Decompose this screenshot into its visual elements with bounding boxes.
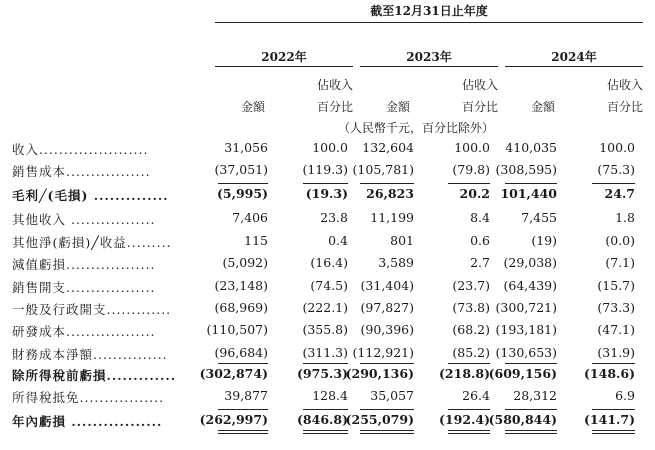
cell-pct-2023: (85.2): [452, 345, 490, 360]
subtotal-rule: [592, 409, 635, 410]
cell-amount-2022: (23,148): [214, 278, 268, 293]
cell-amount-2024: 101,440: [500, 186, 557, 201]
row-label: 研發成本..................: [12, 324, 156, 339]
cell-pct-2022: (222.1): [302, 300, 348, 315]
row-label: 除所得稅前虧損.............: [12, 368, 177, 383]
cell-pct-2022: (355.8): [302, 322, 348, 337]
cell-amount-2022: 115: [244, 233, 268, 248]
cell-pct-2024: (75.3): [597, 162, 635, 177]
cell-amount-2024: 28,312: [513, 388, 557, 403]
cell-amount-2022: (5,092): [222, 255, 268, 270]
cell-pct-2022: (846.8): [297, 412, 348, 427]
cell-amount-2022: (302,874): [199, 366, 268, 381]
cell-pct-2023: (73.8): [452, 300, 490, 315]
cell-pct-2024: 100.0: [599, 140, 635, 155]
cell-pct-2024: (31.9): [597, 345, 635, 360]
cell-amount-2023: 26,823: [366, 186, 414, 201]
cell-pct-2022: (16.4): [310, 255, 348, 270]
cell-amount-2022: 31,056: [224, 140, 268, 155]
subtotal-rule: [448, 363, 490, 364]
col-amount-2022: 金額: [240, 100, 265, 114]
table-row: [0, 140, 655, 162]
cell-amount-2024: (29,038): [503, 255, 557, 270]
cell-pct-2023: (79.8): [452, 162, 490, 177]
cell-amount-2023: 801: [390, 233, 414, 248]
cell-amount-2023: (112,921): [352, 345, 414, 360]
total-double-rule: [360, 430, 414, 434]
col-pct-line2-2023: 百分比: [461, 100, 498, 114]
cell-pct-2022: (19.3): [305, 186, 348, 201]
subtotal-rule: [592, 363, 635, 364]
row-label: 一般及行政開支.............: [12, 302, 172, 317]
subtotal-rule: [505, 363, 557, 364]
cell-amount-2023: (90,396): [360, 322, 414, 337]
cell-pct-2023: 20.2: [459, 186, 490, 201]
cell-pct-2023: 26.4: [462, 388, 490, 403]
row-label: 財務成本淨額...............: [12, 347, 168, 362]
cell-pct-2022: (975.3): [297, 366, 348, 381]
cell-amount-2024: (130,653): [495, 345, 557, 360]
cell-pct-2023: 2.7: [470, 255, 490, 270]
col-amount-2023: 金額: [385, 100, 410, 114]
cell-pct-2024: (15.7): [597, 278, 635, 293]
cell-amount-2022: (110,507): [206, 322, 268, 337]
subtotal-rule: [218, 409, 268, 410]
row-label: 銷售成本.................: [12, 164, 151, 179]
row-label: 其他收入 .................: [12, 212, 156, 227]
cell-amount-2023: (31,404): [360, 278, 414, 293]
cell-amount-2024: (609,156): [488, 366, 557, 381]
cell-amount-2022: (37,051): [214, 162, 268, 177]
cell-amount-2023: (105,781): [352, 162, 414, 177]
subtotal-rule: [448, 183, 490, 184]
subtotal-rule: [303, 183, 348, 184]
cell-amount-2023: 3,589: [378, 255, 414, 270]
cell-pct-2024: (0.0): [605, 233, 635, 248]
cell-pct-2023: 0.6: [470, 233, 490, 248]
row-label: 毛利╱(毛損) ..............: [12, 188, 169, 203]
cell-pct-2024: 6.9: [615, 388, 635, 403]
period-title: 截至12月31日止年度: [370, 4, 488, 18]
row-label: 年內虧損 .................: [12, 414, 163, 429]
cell-pct-2023: 8.4: [470, 210, 490, 225]
col-pct-line1-2024: 佔收入: [606, 78, 643, 92]
cell-pct-2023: (218.8): [439, 366, 490, 381]
cell-pct-2022: (311.3): [302, 345, 348, 360]
cell-amount-2022: (68,969): [214, 300, 268, 315]
total-double-rule: [218, 430, 268, 434]
cell-amount-2022: (262,997): [199, 412, 268, 427]
table-row: [0, 366, 655, 388]
table-row: [0, 255, 655, 277]
col-amount-2024: 金額: [530, 100, 555, 114]
table-row: [0, 300, 655, 322]
cell-pct-2022: 0.4: [328, 233, 348, 248]
subtotal-rule: [505, 183, 557, 184]
row-label: 銷售開支..................: [12, 280, 156, 295]
subtotal-rule: [303, 363, 348, 364]
cell-pct-2024: 1.8: [615, 210, 635, 225]
cell-amount-2023: 35,057: [370, 388, 414, 403]
cell-pct-2024: 24.7: [604, 186, 635, 201]
subtotal-rule: [303, 409, 348, 410]
unit-note: （人民幣千元，百分比除外）: [338, 121, 495, 135]
cell-amount-2023: (255,079): [345, 412, 414, 427]
cell-pct-2023: (192.4): [439, 412, 490, 427]
cell-pct-2024: (47.1): [597, 322, 635, 337]
subtotal-rule: [360, 183, 414, 184]
cell-amount-2024: (64,439): [503, 278, 557, 293]
cell-pct-2022: 100.0: [312, 140, 348, 155]
cell-pct-2024: (7.1): [605, 255, 635, 270]
cell-pct-2024: (141.7): [584, 412, 635, 427]
year-rule-2022: [215, 66, 353, 67]
table-row: [0, 388, 655, 410]
cell-pct-2023: 100.0: [454, 140, 490, 155]
subtotal-rule: [448, 409, 490, 410]
subtotal-rule: [360, 363, 414, 364]
cell-pct-2022: 128.4: [312, 388, 348, 403]
row-label: 減值虧損..................: [12, 257, 156, 272]
cell-pct-2023: (68.2): [452, 322, 490, 337]
table-row: [0, 233, 655, 255]
subtotal-rule: [360, 409, 414, 410]
col-pct-line1-2022: 佔收入: [316, 78, 353, 92]
cell-pct-2024: (73.3): [597, 300, 635, 315]
total-double-rule: [505, 430, 557, 434]
row-label: 收入......................: [12, 142, 149, 157]
cell-pct-2024: (148.6): [584, 366, 635, 381]
cell-amount-2024: (580,844): [488, 412, 557, 427]
table-row: [0, 186, 655, 208]
cell-pct-2022: 23.8: [320, 210, 348, 225]
subtotal-rule: [505, 409, 557, 410]
table-row: [0, 278, 655, 300]
cell-amount-2022: 39,877: [224, 388, 268, 403]
col-pct-line2-2024: 百分比: [606, 100, 643, 114]
year-2022: 2022年: [261, 50, 307, 64]
col-pct-line2-2022: 百分比: [316, 100, 353, 114]
subtotal-rule: [592, 183, 635, 184]
cell-amount-2024: (308,595): [495, 162, 557, 177]
table-row: [0, 210, 655, 232]
cell-amount-2022: (5,995): [217, 186, 268, 201]
year-rule-2023: [360, 66, 498, 67]
subtotal-rule: [218, 183, 268, 184]
total-double-rule: [448, 430, 490, 434]
cell-pct-2022: (119.3): [302, 162, 348, 177]
row-label: 其他淨(虧損)╱收益.........: [12, 235, 172, 250]
total-double-rule: [303, 430, 348, 434]
cell-amount-2024: (300,721): [495, 300, 557, 315]
cell-amount-2023: (290,136): [345, 366, 414, 381]
cell-amount-2023: 132,604: [362, 140, 414, 155]
year-2023: 2023年: [406, 50, 452, 64]
year-rule-2024: [505, 66, 643, 67]
cell-amount-2023: 11,199: [370, 210, 414, 225]
table-row: [0, 322, 655, 344]
subtotal-rule: [218, 363, 268, 364]
year-2024: 2024年: [551, 50, 597, 64]
cell-amount-2022: (96,684): [214, 345, 268, 360]
table-row: [0, 162, 655, 184]
cell-pct-2023: (23.7): [452, 278, 490, 293]
cell-amount-2024: 7,455: [521, 210, 557, 225]
cell-pct-2022: (74.5): [310, 278, 348, 293]
total-double-rule: [592, 430, 635, 434]
cell-amount-2022: 7,406: [232, 210, 268, 225]
cell-amount-2024: (19): [531, 233, 557, 248]
row-label: 所得稅抵免.................: [12, 390, 165, 405]
cell-amount-2024: (193,181): [495, 322, 557, 337]
cell-amount-2024: 410,035: [505, 140, 557, 155]
period-rule: [215, 22, 643, 23]
col-pct-line1-2023: 佔收入: [461, 78, 498, 92]
cell-amount-2023: (97,827): [360, 300, 414, 315]
